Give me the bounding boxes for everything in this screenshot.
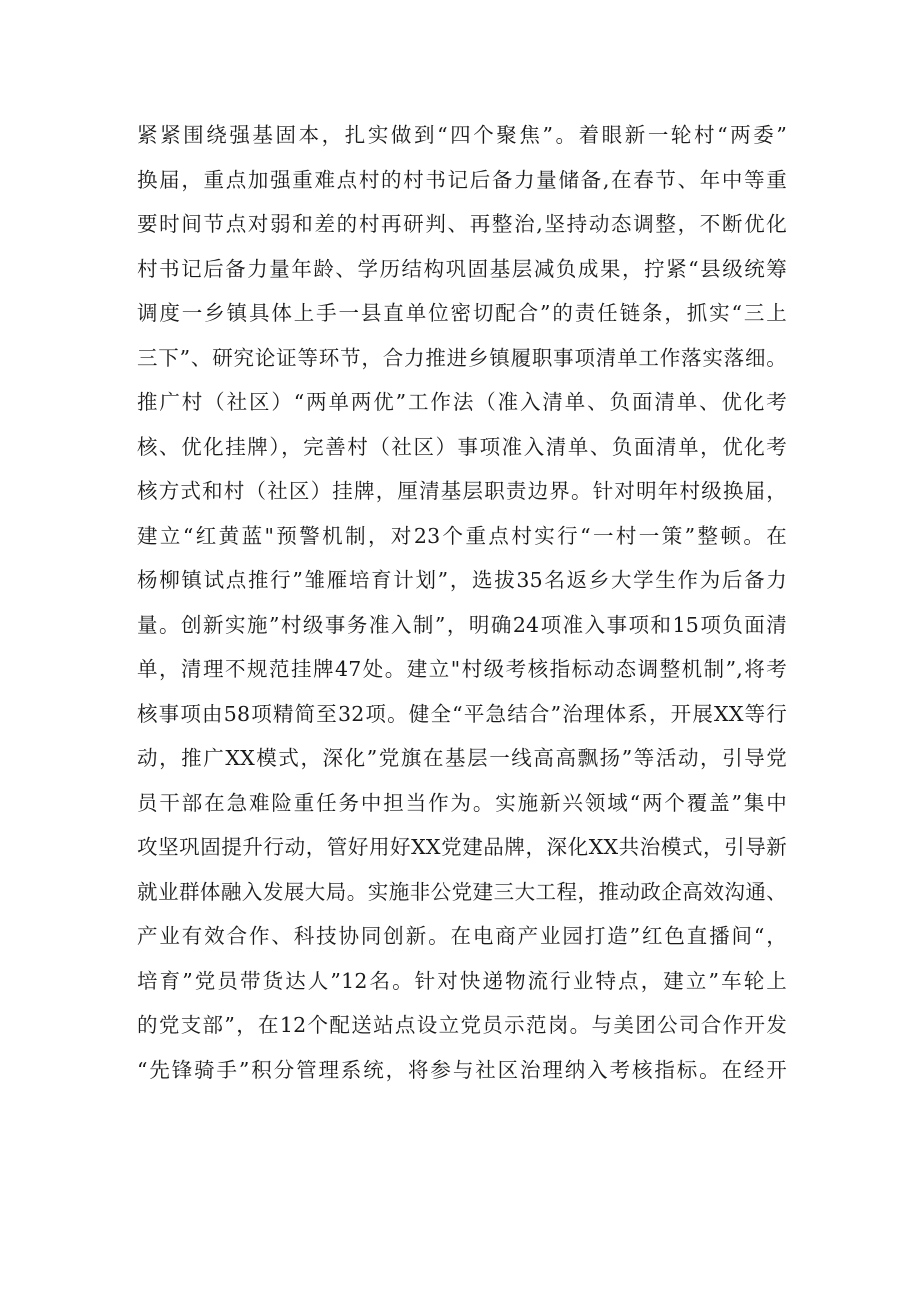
text-line: 杨柳镇试点推行”雏雁培育计划”，选拔35名返乡大学生作为后备力 — [137, 568, 787, 592]
text-line: 产业有效合作、科技协同创新。在电商产业园打造”红色直播间“， — [137, 924, 787, 948]
text-line: 紧紧围绕强基固本，扎实做到“四个聚焦”。着眼新一轮村“两委” — [137, 123, 787, 147]
text-line: 动，推广XX模式，深化”党旗在基层一线高高飘扬”等活动，引导党 — [137, 746, 787, 770]
text-line: 换届，重点加强重难点村的村书记后备力量储备,在春节、年中等重 — [137, 167, 787, 192]
text-line: 建立“红黄蓝"预警机制，对23个重点村实行“一村一策”整顿。在 — [137, 523, 787, 548]
text-line: 的党支部”，在12个配送站点设立党员示范岗。与美团公司合作开发 — [137, 1013, 787, 1037]
text-line: “先锋骑手”积分管理系统，将参与社区治理纳入考核指标。在经开 — [137, 1057, 787, 1082]
text-line: 核事项由58项精简至32项。健全“平急结合”治理体系，开展XX等行 — [137, 701, 787, 726]
body-paragraph — [137, 113, 787, 1092]
text-line: 单，清理不规范挂牌47处。建立"村级考核指标动态调整机制”,将考 — [137, 657, 787, 681]
text-line: 核、优化挂牌），完善村（社区）事项准入清单、负面清单，优化考 — [137, 434, 787, 459]
text-line: 核方式和村（社区）挂牌，厘清基层职责边界。针对明年村级换届， — [137, 479, 787, 503]
text-line: 员干部在急难险重任务中担当作为。实施新兴领域“两个覆盖”集中 — [137, 790, 787, 815]
text-line: 攻坚巩固提升行动，管好用好XX党建品牌，深化XX共治模式，引导新 — [137, 835, 787, 859]
text-line: 就业群体融入发展大局。实施非公党建三大工程，推动政企高效沟通、 — [137, 879, 787, 904]
text-line: 三下”、研究论证等环节，合力推进乡镇履职事项清单工作落实落细。 — [137, 345, 787, 370]
text-line: 调度一乡镇具体上手一县直单位密切配合”的责任链条，抓实“三上 — [137, 301, 787, 325]
text-line: 推广村（社区）“两单两优”工作法（准入清单、负面清单、优化考 — [137, 390, 787, 414]
text-line: 村书记后备力量年龄、学历结构巩固基层减负成果，拧紧“县级统筹 — [137, 256, 787, 281]
text-line: 量。创新实施”村级事务准入制”，明确24项准入事项和15项负面清 — [137, 612, 787, 637]
text-line: 要时间节点对弱和差的村再研判、再整治,坚持动态调整，不断优化 — [137, 212, 787, 236]
text-line: 培育”党员带货达人”12名。针对快递物流行业特点，建立”车轮上 — [137, 968, 787, 993]
